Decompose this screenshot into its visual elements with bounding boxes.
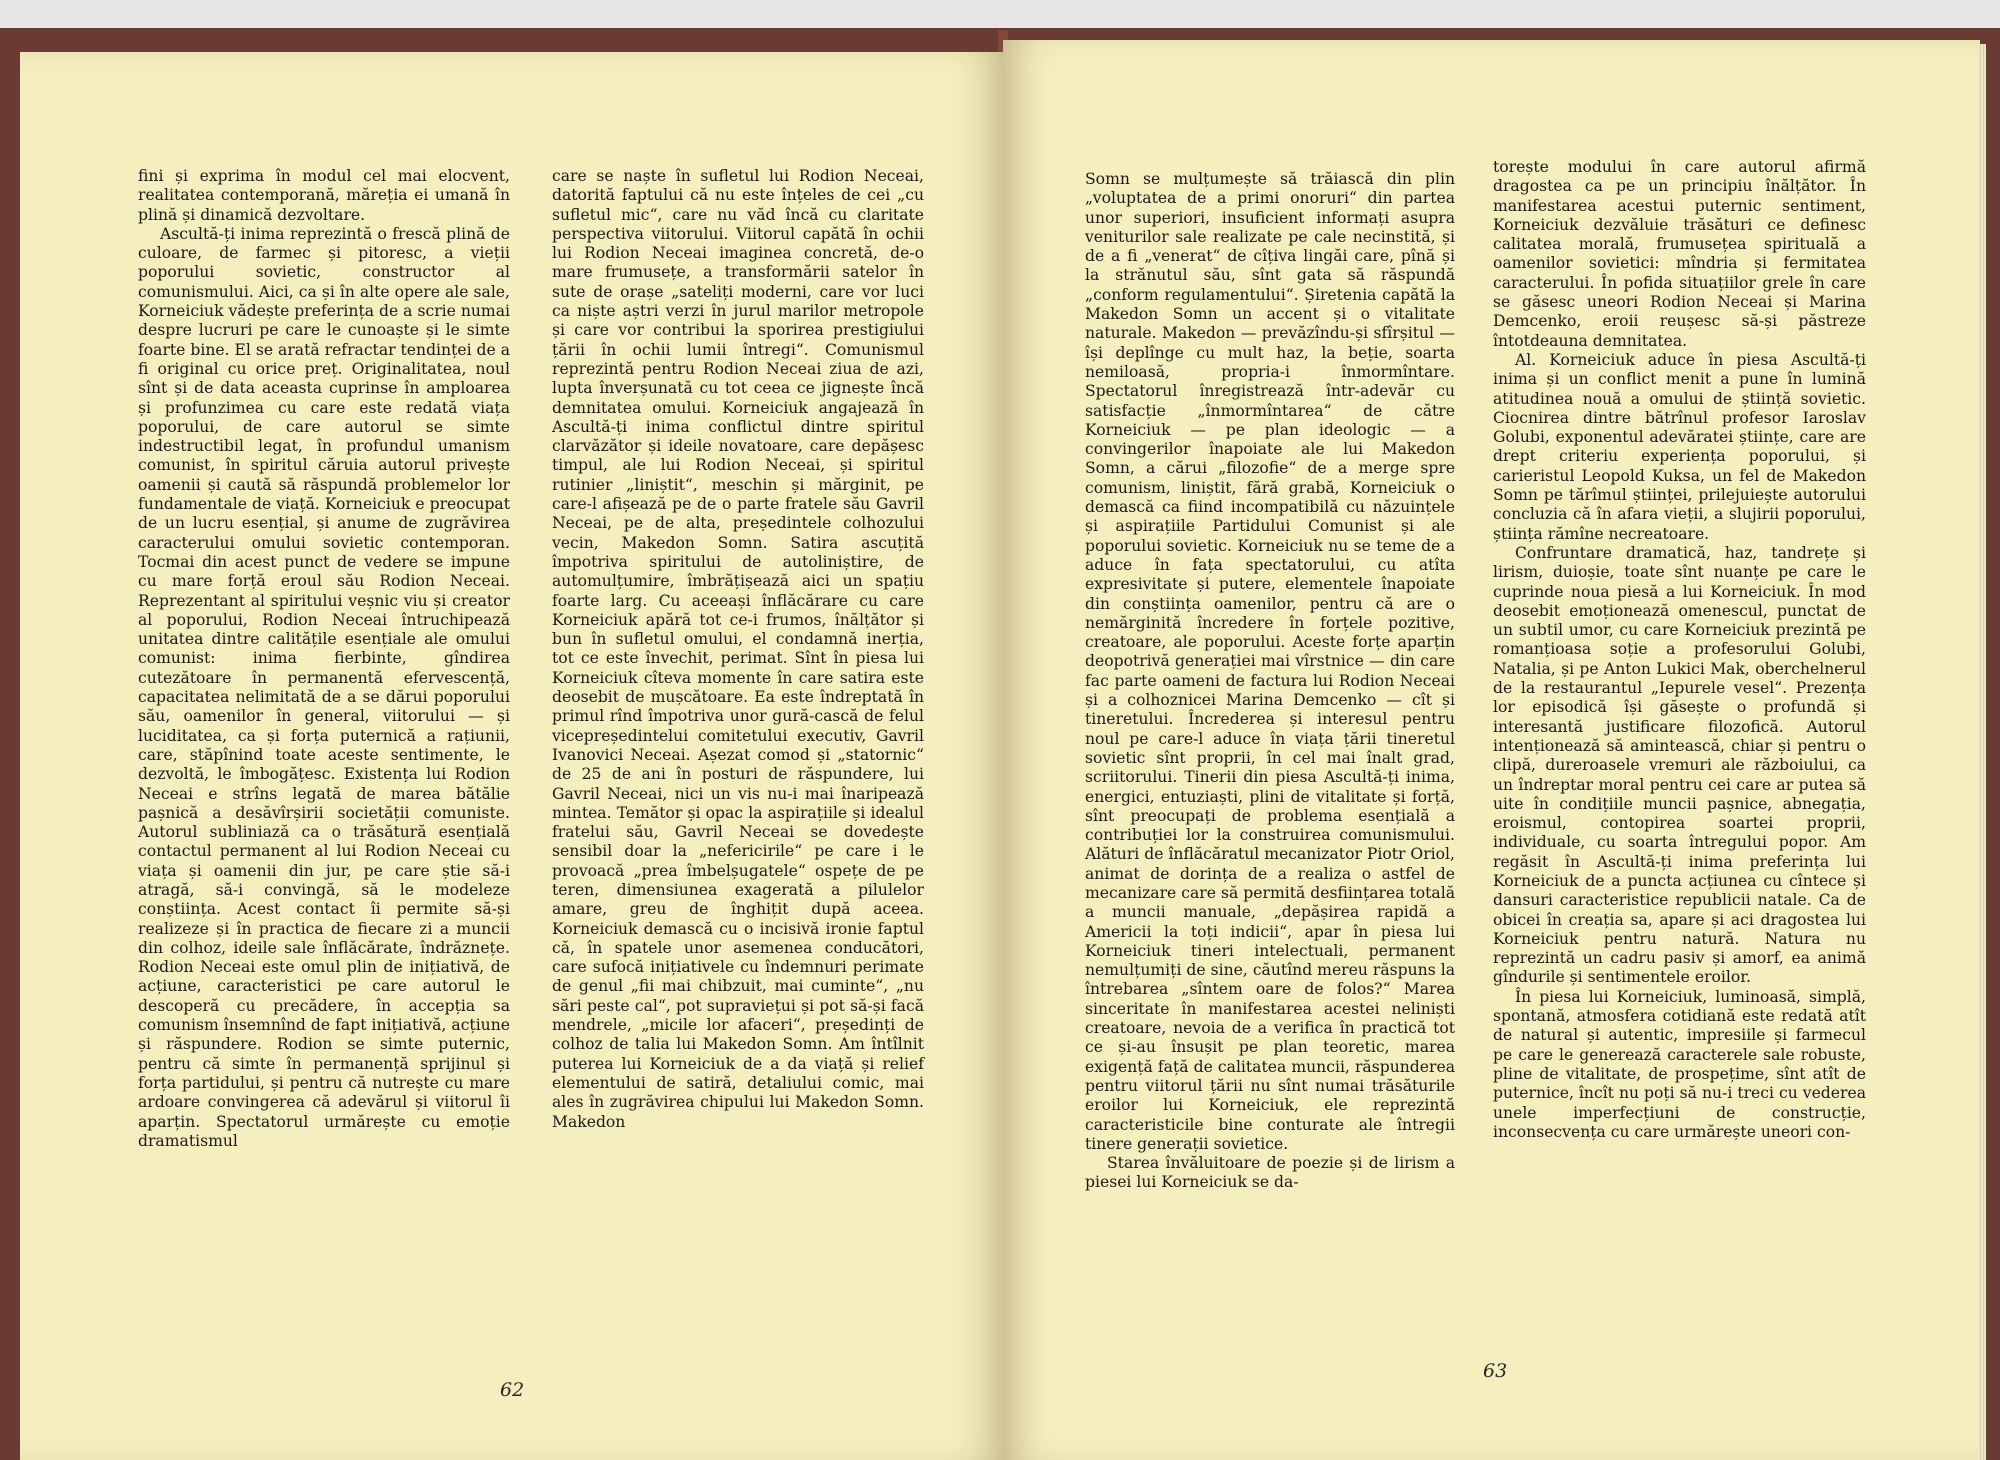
paragraph: Somn se mulțumește să trăiască din plin „voluptatea de a primi onoruri“ din partea unor superiori, insuficient informați asupra veniturilor sale realizate pe cale necinstită, și de a fi „venerat“ de cîțiva lingăi care, pînă și la strănutul său, sînt gata să răspundă „conform regulamentului“. Șiretenia capătă la Makedon Somn un accent și o vitalitate naturale. Makedon — prevăzîndu-și sfîrșitul — își deplînge cu mult haz, la beție, soarta nemiloasă, propria-i înmormîntare. Spectatorul înregistrează într-adevăr cu satisfacție „înmormîntarea“ de către Korneiciuk — pe plan ideologic — a convingerilor înapoiate ale lui Makedon Somn, a cărui „filozofie“ de a merge spre comunism, liniștit, fără grabă, Korneiciuk o demască ca fiind incompatibilă cu năzuințele și aspirațiile Partidului Comunist și ale poporului sovietic. Korneiciuk nu se teme de a aduce în fața spectatorului, cu atîta expresivitate și putere, elementele înapoiate din conștiința oamenilor, pentru că are o nemărginită încredere în forțele pozitive, creatoare, ale poporului. Aceste forțe aparțin deopotrivă generației mai vîrstnice — din care fac parte oameni de factura lui Rodion Neceai și a colhoznicei Marina Demcenko — cît și tineretului. Încrederea și interesul pentru noul pe care-l aduce în viața țării tineretul sovietic sînt proprii, în cel mai înalt grad, scriitorului. Tinerii din piesa Ascultă-ți inima, energici, entuziaști, plini de vitalitate și forță, sînt preocupați de problema esențială a contribuției lor la construirea comunismului. Alături de înflăcăratul mecanizator Piotr Oriol, animat de dorința de a realiza o astfel de mecanizare care să permită desființarea totală a muncii manuale, „depășirea rapidă a Americii la toți indicii“, apar în piesa lui Korneiciuk tineri intelectuali, permanent nemulțumiți de sine, căutînd mereu răspuns la întrebarea „sîntem oare de folos?“ Marea sinceritate în manifestarea acestei neliniști creatoare, nevoia de a verifica în practică tot ce și-au însușit pe plan teoretic, marea exigență față de calitatea muncii, răspunderea pentru viitorul țării nu sînt numai trăsăturile eroilor lui Korneiciuk, ele reprezintă caracteristicile bine conturate ale întregii tinere generații sovietice. bbox=[1085, 170, 1455, 1153]
left-page bbox=[20, 52, 1003, 1460]
left-page-column-2 bbox=[552, 167, 924, 1132]
right-page bbox=[1003, 40, 1980, 1460]
paragraph: Al. Korneiciuk aduce în piesa Ascultă-ți inima și un conflict menit a pune în lumină atitudinea nouă a omului de știință sovietic. Ciocnirea dintre bătrînul profesor Iaroslav Golubi, exponentul adevăratei științe, care are drept criteriu experiența poporului, și carieristul Leopold Kuksa, un fel de Makedon Somn pe tărîmul științei, prilejuiește autorului concluzia că în afara vieții, a slujirii poporului, știința rămîne necreatoare. bbox=[1493, 350, 1866, 543]
paragraph: În piesa lui Korneiciuk, luminoasă, simplă, spontană, atmosfera cotidiană este redată atît de natural și autentic, impresiile și farmecul pe care le generează caracterele sale robuste, pline de vitalitate, de prospețime, sînt atît de puternice, încît nu poți să nu-i treci cu vederea unele imperfecțiuni de construcție, inconsecvența cu care urmărește uneori con- bbox=[1493, 987, 1866, 1141]
right-page-column-2 bbox=[1493, 158, 1866, 1142]
page-number-left: 62 bbox=[500, 1379, 525, 1401]
paragraph: torește modului în care autorul afirmă dragostea ca pe un principiu înălțător. În manifestarea acestui puternic sentiment, Korneiciuk dezvăluie trăsături ce definesc calitatea morală, frumusețea spirituală a oamenilor sovietici: mîndria și fermitatea caracterului. În pofida situațiilor grele în care se găsesc uneori Rodion Neceai și Marina Demcenko, eroii reușesc să-și păstreze întotdeauna demnitatea. bbox=[1493, 158, 1866, 350]
paragraph: Confruntare dramatică, haz, tandrețe și lirism, duioșie, toate sînt nuanțe pe care le cuprinde noua piesă a lui Korneiciuk. În mod deosebit emoționează omenescul, punctat de un subtil umor, cu care Korneiciuk prezintă pe romanțioasa soție a profesorului Golubi, Natalia, și pe Anton Lukici Mak, oberchelnerul de la restaurantul „Iepurele vesel“. Prezența lor episodică își găsește o profundă și interesantă justificare filozofică. Autorul intenționează să amintească, chiar și pentru o clipă, dureroasele vremuri ale războiului, ca un îndreptar moral pentru cei care ar putea să uite în condițiile muncii pașnice, abnegația, eroismul, contopirea soartei proprii, individuale, cu soarta întregului popor. Am regăsit în Ascultă-ți inima preferința lui Korneiciuk de a puncta acțiunea cu cîntece și dansuri caracteristice republicii natale. Ca de obicei în creația sa, apare și aci dragostea lui Korneiciuk pentru natură. Natura nu reprezintă un cadru pasiv și amorf, ea animă gîndurile și sentimentele eroilor. bbox=[1493, 543, 1866, 987]
paragraph: care se naște în sufletul lui Rodion Neceai, datorită faptului că nu este înțeles de cei „cu sufletul mic“, care nu văd încă cu claritate perspectiva viitorului. Viitorul capătă în ochii lui Rodion Neceai imaginea concretă, de-o mare frumusețe, a transformării satelor în sute de orașe „sateliți moderni, care vor luci ca niște aștri verzi în jurul marilor metropole și care vor contribui la sporirea prestigiului țării în ochii lumii întregi“. Comunismul reprezintă pentru Rodion Neceai ziua de azi, lupta înverșunată cu tot ceea ce jignește încă demnitatea omului. Korneiciuk angajează în Ascultă-ți inima conflictul dintre spiritul clarvăzător și ideile novatoare, care depășesc timpul, ale lui Rodion Neceai, și spiritul rutinier „liniștit“, meschin și mărginit, pe care-l afișează pe de o parte fratele său Gavril Neceai, pe de alta, președintele colhozului vecin, Makedon Somn. Satira ascuțită împotriva spiritului de autoliniștire, de automulțumire, îmbrățișează aici un spațiu foarte larg. Cu aceeași înflăcărare cu care Korneiciuk apără tot ce-i frumos, înălțător și bun în sufletul omului, el condamnă inerția, tot ce este învechit, perimat. Sînt în piesa lui Korneiciuk cîteva momente în care satira este deosebit de mușcătoare. Ea este îndreptată în primul rînd împotriva unor gură-cască de felul vicepreședintelui comitetului executiv, Gavril Ivanovici Neceai. Așezat comod și „statornic“ de 25 de ani în posturi de răspundere, lui Gavril Neceai, nici un vis nu-i mai înaripează mintea. Temător și opac la aspirațiile și idealul fratelui său, Gavril Neceai se dovedește sensibil doar la „nefericirile“ pe care i le provoacă „prea îmbelșugatele“ ospețe de pe teren, dimensiunea exagerată a pilulelor amare, greu de înghițit după aceea. Korneiciuk demască cu o incisivă ironie faptul că, în spatele unor asemenea conducători, care sufocă inițiativele cu îndemnuri perimate de genul „fii mai chibzuit, mai cuminte“, „nu sări peste cal“, pot supraviețui și pot să-și facă mendrele, „micile lor afaceri“, președinți de colhoz de talia lui Makedon Somn. Am întîlnit puterea lui Korneiciuk de a da viață și relief elementului de satiră, detaliului comic, mai ales în zugrăvirea chipului lui Makedon Somn. Makedon bbox=[552, 167, 924, 1131]
right-page-column-1 bbox=[1085, 170, 1455, 1193]
page-edges bbox=[1978, 44, 1986, 1460]
paragraph: fini și exprima în modul cel mai elocvent, realitatea contemporană, măreția ei umană în plină și dinamică dezvoltare. bbox=[138, 167, 510, 224]
page-number-right: 63 bbox=[1483, 1360, 1508, 1382]
paragraph: Starea învăluitoare de poezie și de lirism a piesei lui Korneiciuk se da- bbox=[1085, 1154, 1455, 1192]
paragraph: Ascultă-ți inima reprezintă o frescă plină de culoare, de farmec și pitoresc, a vieții poporului sovietic, constructor al comunismului. Aici, ca și în alte opere ale sale, Korneiciuk vădește preferința de a scrie numai despre lucruri pe care le cunoaște și le simte foarte bine. El se arată refractar tendinței de a fi original cu orice preț. Originalitatea, noul sînt și de data aceasta cuprinse în amploarea și profunzimea cu care este redată viața poporului, de care autorul se simte indestructibil legat, în profundul umanism comunist, în spiritul căruia autorul privește oamenii și caută să răspundă problemelor lor fundamentale de viață. Korneiciuk e preocupat de un lucru esențial, și anume de zugrăvirea caracterului omului sovietic contemporan. Tocmai din acest punct de vedere se impune cu mare forță eroul său Rodion Neceai. Reprezentant al spiritului veșnic viu și creator al poporului, Rodion Neceai întruchipează unitatea dintre calitățile esențiale ale omului comunist: inima fierbinte, gîndirea cutezătoare în permanentă efervescență, capacitatea nelimitată de a se dărui poporului său, oamenilor în general, viitorului — și luciditatea, ca și forța puternică a rațiunii, care, stăpînind toate aceste sentimente, le dezvoltă, le îmbogățesc. Existența lui Rodion Neceai e strîns legată de marea bătălie pașnică a desăvîrșirii societății comuniste. Autorul subliniază ca o trăsătură esențială contactul permanent al lui Rodion Neceai cu viața și oamenii din jur, pe care știe să-i atragă, să-i convingă, să le modeleze conștiința. Acest contact îi permite să-și realizeze și în practica de fiecare zi a muncii din colhoz, ideile sale înflăcărate, îndrăznețe. Rodion Neceai este omul plin de inițiativă, de acțiune, caracteristici pe care autorul le descoperă cu precădere, în accepția sa comunism însemnînd de fapt inițiativă, acțiune și răspundere. Rodion se simte puternic, pentru că simte în permanență sprijinul și forța partidului, și pentru că nutrește cu mare ardoare convingerea că adevărul și viitorul îi aparțin. Spectatorul urmărește cu emoție dramatismul bbox=[138, 224, 510, 1150]
left-page-column-1 bbox=[138, 167, 510, 1151]
